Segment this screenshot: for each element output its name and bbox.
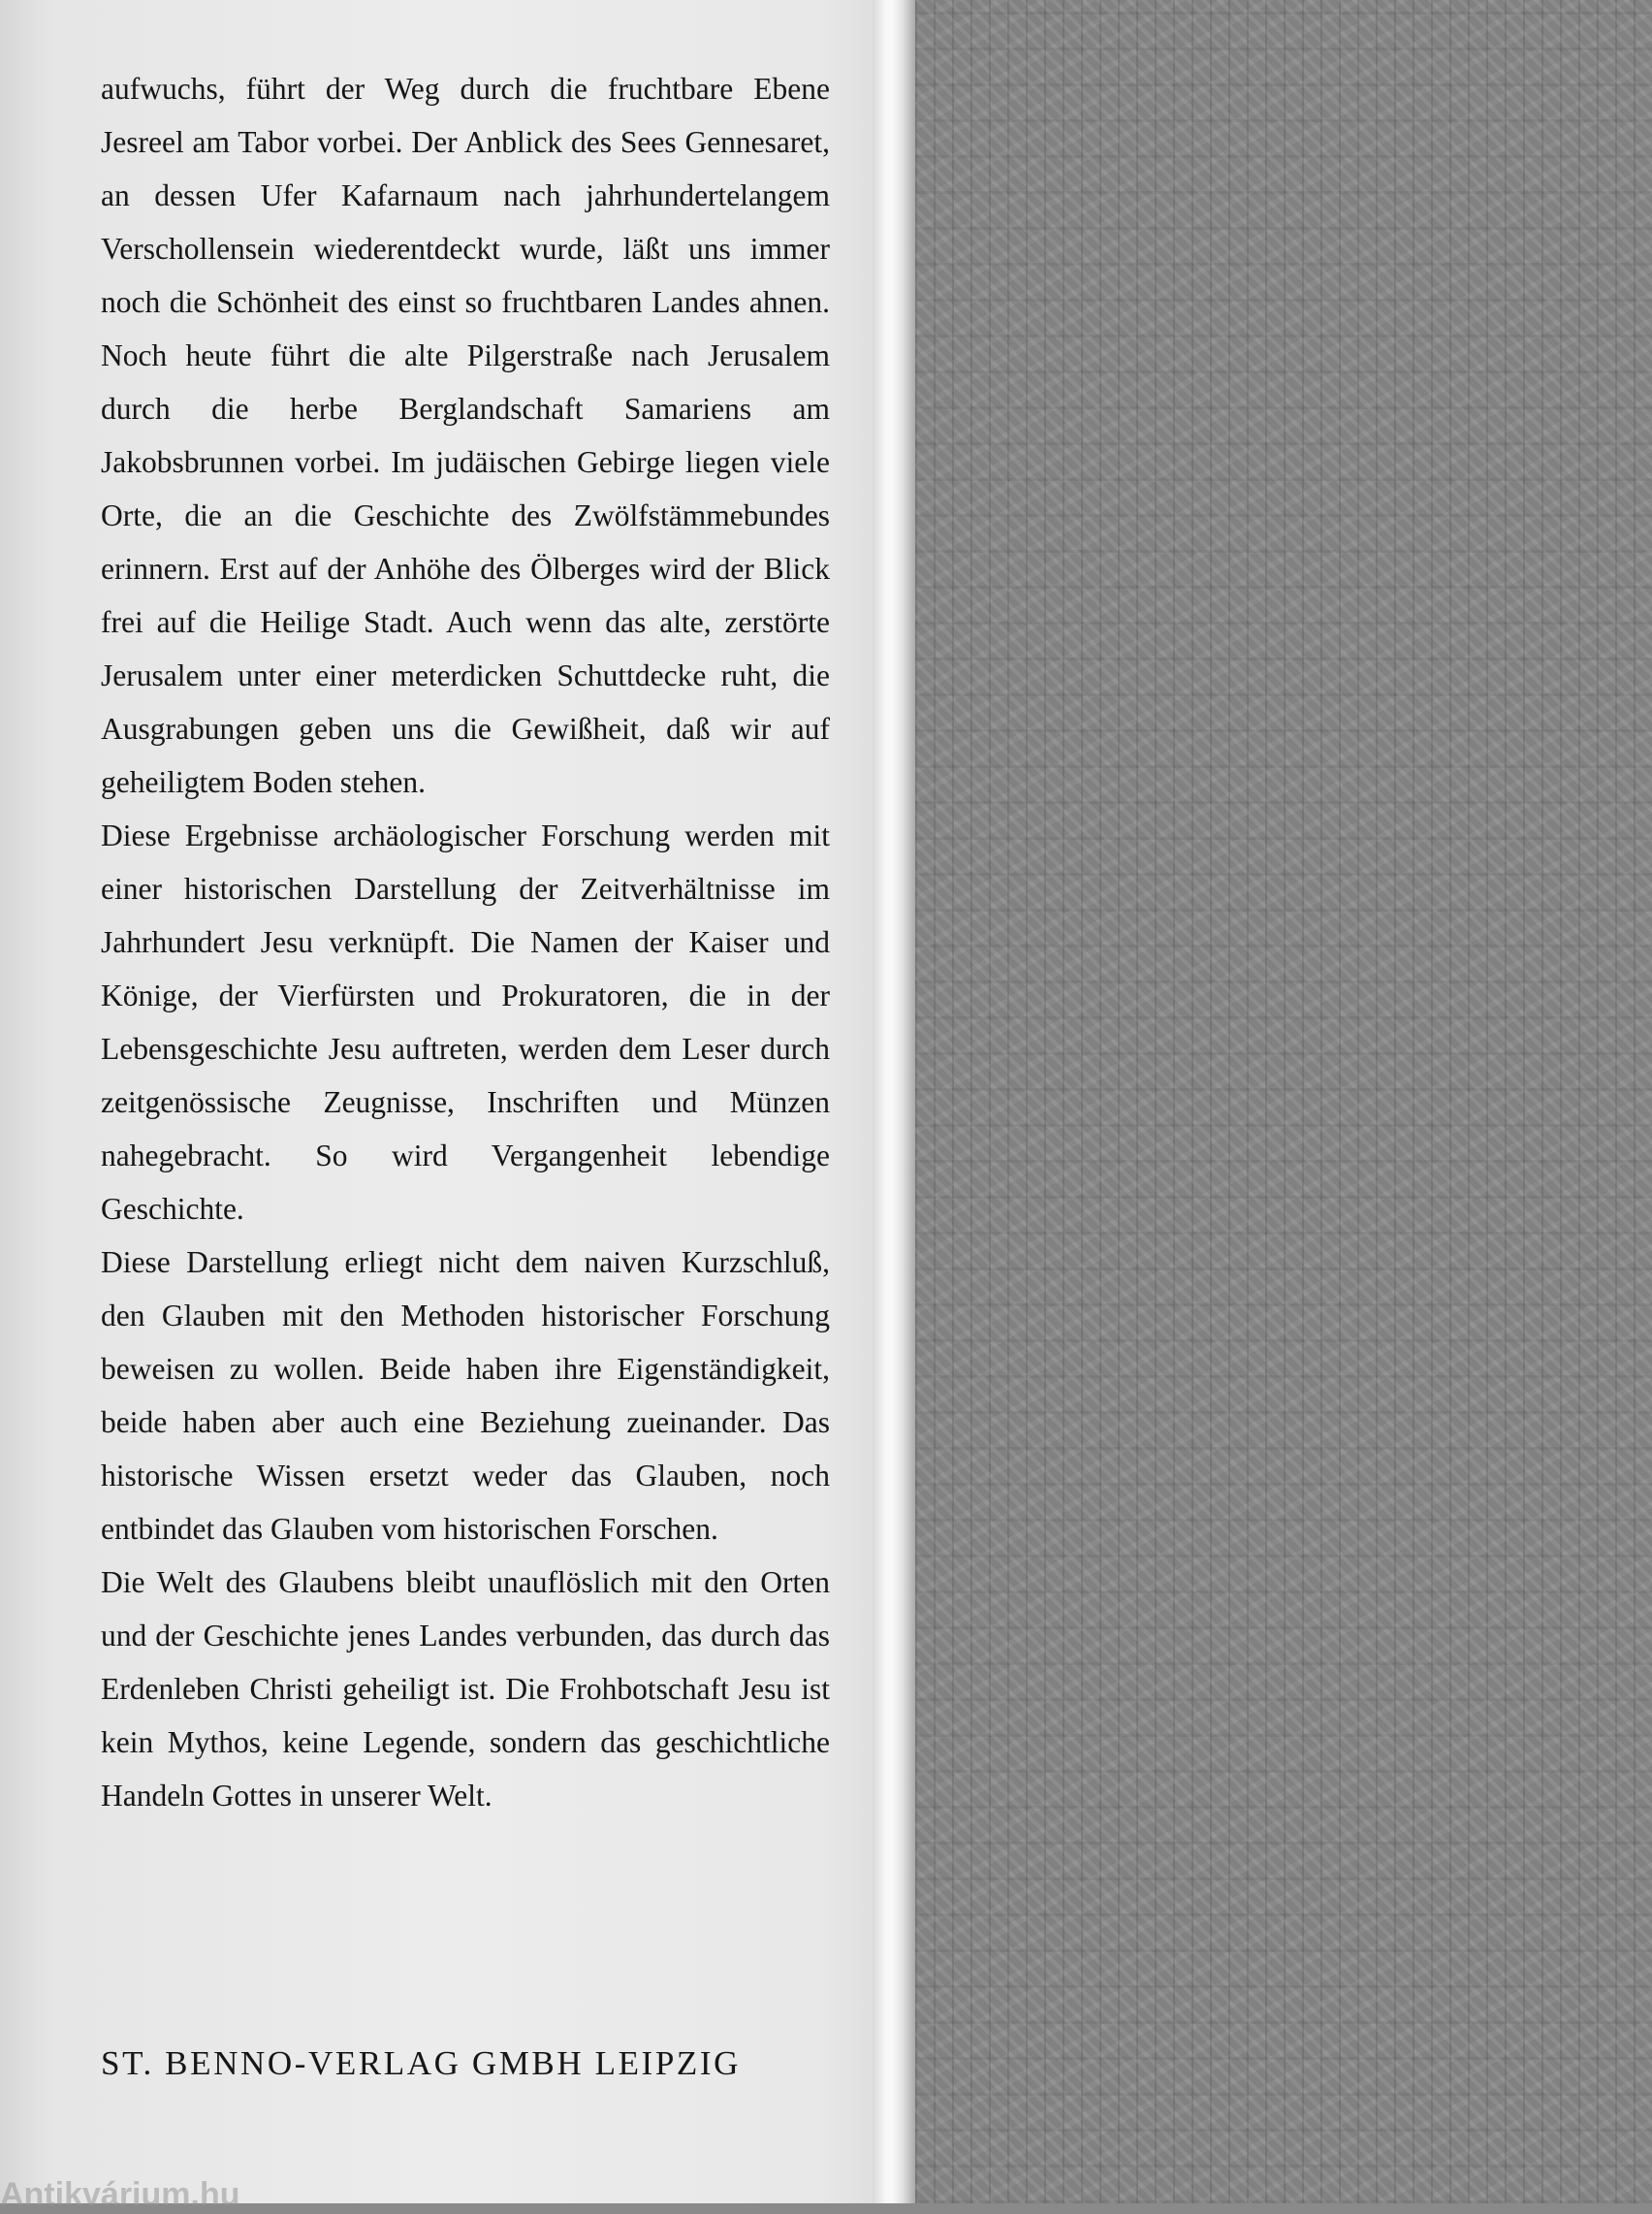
paragraph-1: aufwuchs, führt der Weg durch die fruchtbare Ebene Jesreel am Tabor vorbei. Der Anblick des Sees Gennesaret, an dessen Ufer Kafarnaum nach jahrhundertelangem Verschollensein wiederentdeckt wurde, läßt uns immer noch die Schönheit des einst so fruchtbaren Landes ahnen. Noch heute führt die alte Pilgerstraße nach Jerusalem durch die herbe Berglandschaft Samariens am Jakobsbrunnen vorbei. Im judäischen Gebirge liegen viele Orte, die an die Geschichte des Zwölfstämmebundes erinnern. Erst auf der Anhöhe des Ölberges wird der Blick frei auf die Heilige Stadt. Auch wenn das alte, zerstörte Jerusalem unter einer meterdicken Schuttdecke ruht, die Ausgrabungen geben uns die Gewißheit, daß wir auf geheiligtem Boden stehen. — [101, 72, 830, 799]
publisher-imprint: ST. BENNO-VERLAG GMBH LEIPZIG — [101, 2044, 741, 2082]
paragraph-4: Die Welt des Glaubens bleibt unauflöslich mit den Orten und der Geschichte jenes Landes verbunden, das durch das Erdenleben Christi geheiligt ist. Die Frohbotschaft Jesu ist kein Mythos, keine Legende, sondern das geschichtliche Handeln Gottes in unserer Welt. — [101, 1565, 830, 1813]
paragraph-2: Diese Ergebnisse archäologischer Forschung werden mit einer historischen Darstellung der Zeitverhältnisse im Jahrhundert Jesu verknüpft. Die Namen der Kaiser und Könige, der Vierfürsten und Prokuratoren, die in der Lebensgeschichte Jesu auftreten, werden dem Leser durch zeitgenössische Zeugnisse, Inschriften und Münzen nahegebracht. So wird Vergangenheit lebendige Geschichte. — [101, 818, 830, 1226]
watermark: Antikvárium.hu — [0, 2176, 240, 2213]
book-cover-board — [915, 0, 1652, 2203]
blurb-text — [101, 62, 830, 1822]
flap-fold-edge — [873, 0, 915, 2203]
paragraph-3: Diese Darstellung erliegt nicht dem naiven Kurzschluß, den Glauben mit den Methoden historischer Forschung beweisen zu wollen. Beide haben ihre Eigenständigkeit, beide haben aber auch eine Beziehung zueinander. Das historische Wissen ersetzt weder das Glauben, noch entbindet das Glauben vom historischen Forschen. — [101, 1245, 830, 1546]
